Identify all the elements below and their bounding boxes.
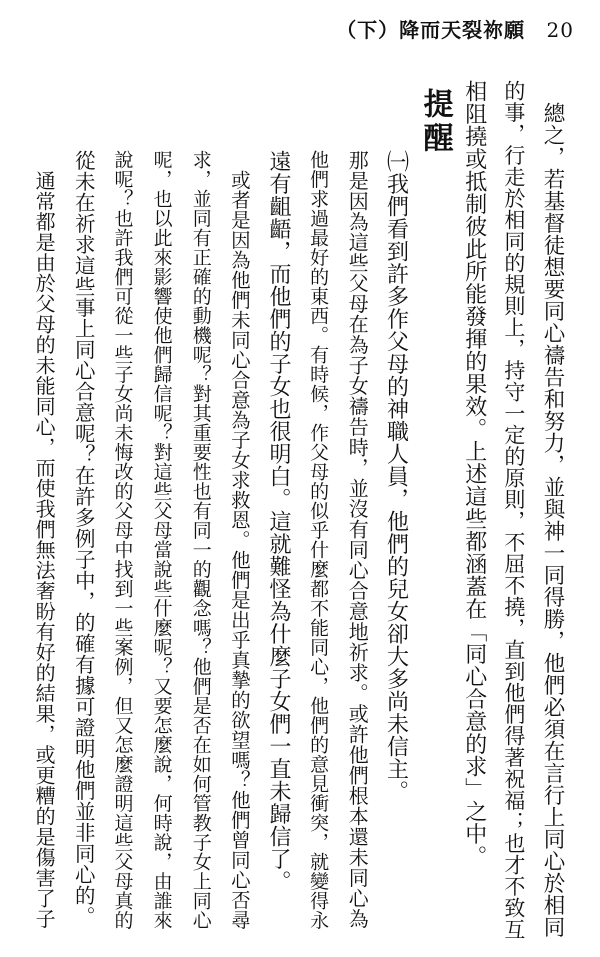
section-line: 或者是因為他們未同心合意為子女求救恩。他們是出乎真摯的欲望嗎？他們曾同心否尋 (227, 150, 251, 930)
section-line: 那是因為這些父母在為子女禱告時，並沒有同心合意地祈求。或許他們根本還未同心為 (345, 150, 370, 929)
section-line: 他們求過最好的東西。有時候，作父母的似乎什麼都不能同心，他們的意見衝突，就變得永 (307, 150, 330, 930)
body-line: 的事，行走於相同的規則上，持守一定的原則，不屈不撓，直到他們得著祝福；也才不致互 (501, 80, 526, 940)
section-line: ㈠我們看到許多作父母的神職人員，他們的兒女卻大多尚未信主。 (383, 150, 409, 803)
section-line: 遠有齟齬，而他們的子女也很明白。這就難怪為什麼子女們一直未歸信了。 (266, 150, 291, 893)
section-line: 說呢？也許我們可從一些子女尚未悔改的父母中找到一些案例，但又怎麼證明這些父母真的 (111, 150, 134, 930)
section-line: 從未在祈求這些事上同心合意呢？在許多例子中，的確有據可證明他們並非同心的。 (71, 150, 96, 927)
page-header (336, 14, 574, 43)
section-heading: 提醒 (417, 88, 453, 156)
section-line: 通常都是由於父母的未能同心，而使我們無法奢盼有好的結果，或更糟的是傷害了子 (32, 150, 57, 929)
page-number: 20 (546, 18, 574, 42)
body-line: 總之，若基督徒想要同心禱告和努力，並與神一同得勝，他們必須在言行上同心於相同 (540, 80, 565, 938)
section-line: 求，並同有正確的動機呢？對其重要性也有同一的觀念嗎？他們是否在如何管教子女上同心 (189, 150, 212, 930)
section-line: 呢，也以此來影響使他們歸信呢？對這些父母當說些什麼呢？又要怎麼說，何時說，由誰來 (150, 150, 173, 930)
running-title: （下）降而天裂祢願 (336, 18, 526, 42)
body-line: 相阻撓或抵制彼此所能發揮的果效。上述這些都涵蓋在「同心合意的求」之中。 (461, 80, 487, 868)
